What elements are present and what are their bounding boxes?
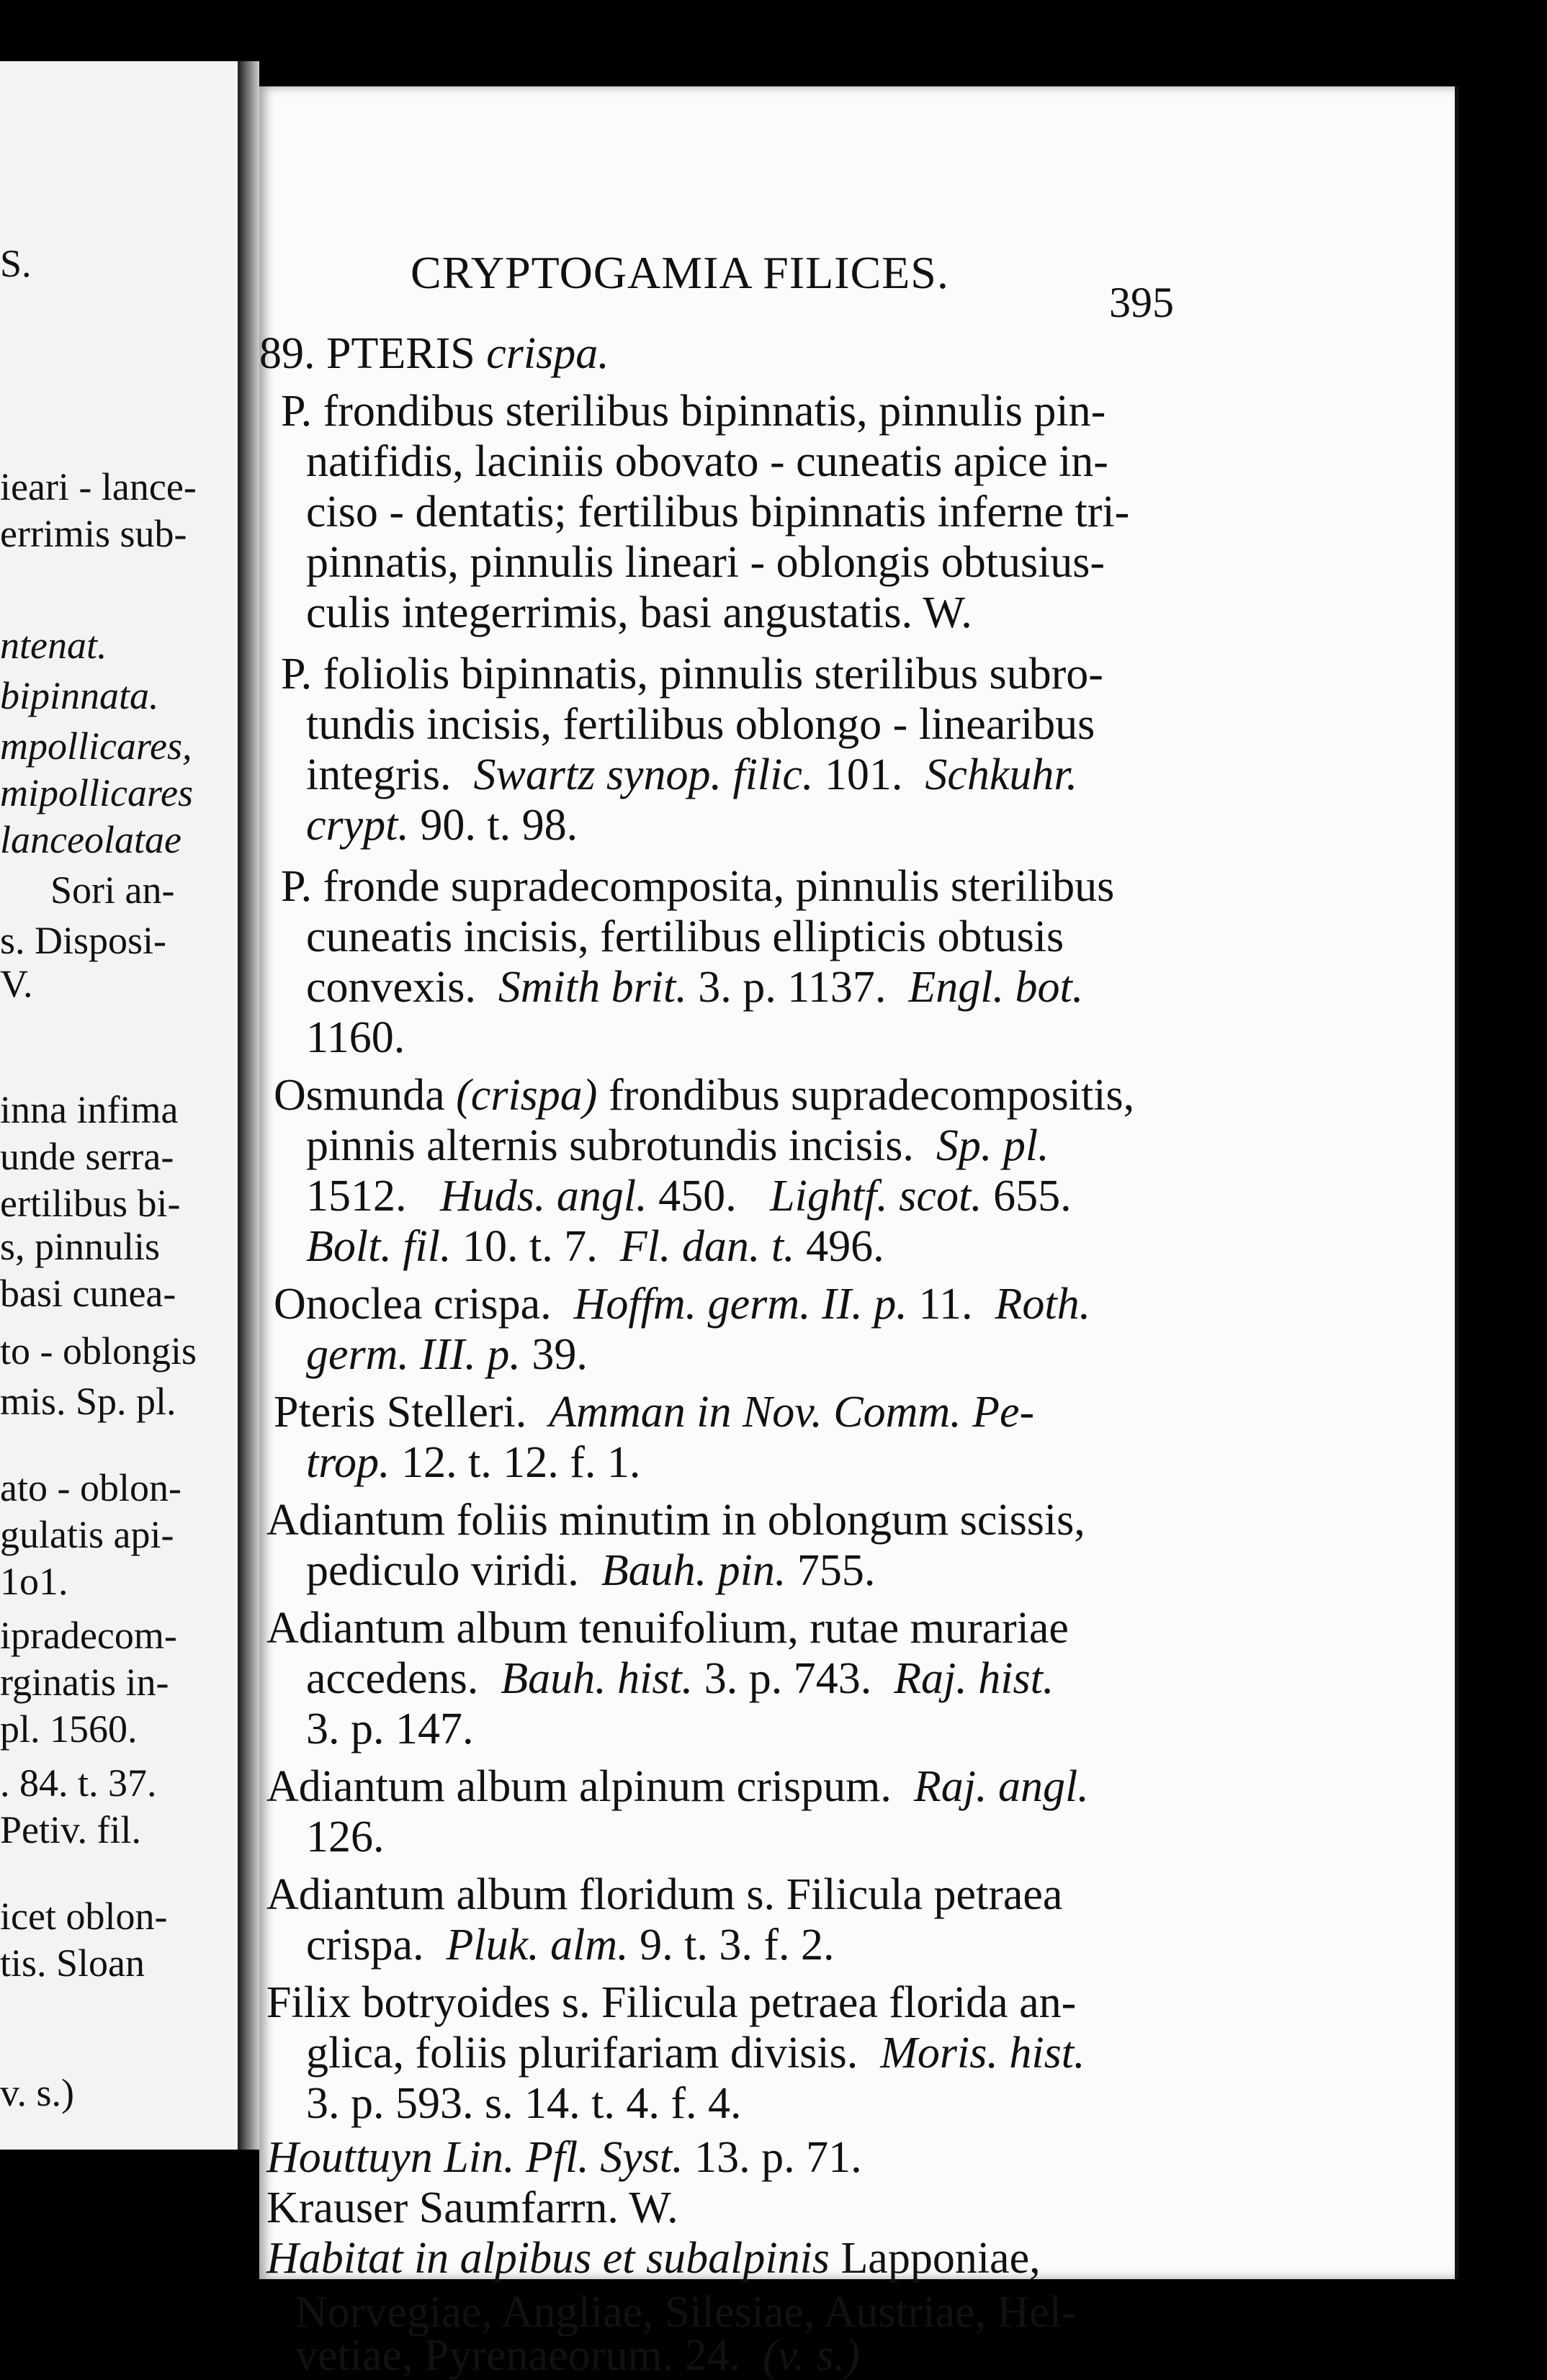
facing-page-line: mis. Sp. pl. bbox=[0, 1380, 176, 1423]
synonym-line: cuneatis incisis, fertilibus ellipticis obtusis bbox=[306, 912, 1064, 961]
synonym-line: Houttuyn Lin. Pfl. Syst. 13. p. 71. bbox=[266, 2133, 862, 2182]
citation: Sp. pl. bbox=[936, 1121, 1049, 1170]
facing-page-line: s. Disposi- bbox=[0, 919, 167, 962]
facing-page-line: mpollicares, bbox=[0, 724, 192, 768]
citation: Smith brit. bbox=[498, 963, 687, 1012]
synonym-line: integris. Swartz synop. filic. 101. Schkuhr. bbox=[306, 750, 1078, 799]
vernacular-name: Krauser Saumfarrn. W. bbox=[266, 2183, 678, 2232]
synonym-line: Bolt. fil. 10. t. 7. Fl. dan. t. 496. bbox=[306, 1222, 884, 1271]
synonym-line: Onoclea crispa. Hoffm. germ. II. p. 11. Roth. bbox=[274, 1280, 1091, 1329]
facing-page-line: ato - oblon- bbox=[0, 1466, 181, 1509]
habitat-line: vetiae, Pyrenaeorum. 24. (v. s.) bbox=[295, 2331, 860, 2380]
facing-page-line: S. bbox=[0, 242, 32, 285]
synonym-line: trop. 12. t. 12. f. 1. bbox=[306, 1438, 641, 1487]
citation: Amman in Nov. Comm. Pe- bbox=[549, 1388, 1035, 1437]
facing-page-line: v. s.) bbox=[0, 2071, 74, 2114]
synonym-line: crypt. 90. t. 98. bbox=[306, 801, 578, 850]
description-line: culis integerrimis, basi angustatis. W. bbox=[306, 588, 972, 637]
synonym-line: Adiantum album floridum s. Filicula petraea bbox=[266, 1870, 1063, 1919]
synonym-line: P. fronde supradecomposita, pinnulis sterilibus bbox=[281, 862, 1115, 911]
species-heading bbox=[259, 331, 609, 376]
facing-page-line: ertilibus bi- bbox=[0, 1182, 181, 1225]
running-header: CRYPTOGAMIA FILICES. bbox=[411, 247, 949, 298]
synonym-line: pinnis alternis subrotundis incisis. Sp. pl. bbox=[306, 1121, 1049, 1170]
facing-page-line: rginatis in- bbox=[0, 1661, 169, 1704]
facing-page-fragment bbox=[0, 61, 241, 2150]
synonym-line: Adiantum album alpinum crispum. Raj. angl. bbox=[266, 1762, 1089, 1811]
synonym-line: tundis incisis, fertilibus oblongo - linearibus bbox=[306, 700, 1095, 749]
facing-page-line: gulatis api- bbox=[0, 1513, 174, 1556]
synonym-line: Adiantum foliis minutim in oblongum scissis, bbox=[266, 1496, 1085, 1545]
facing-page-line: mipollicares bbox=[0, 771, 193, 814]
citation: Roth. bbox=[995, 1280, 1091, 1329]
habitat-line: Habitat in alpibus et subalpinis Lapponiae, bbox=[266, 2234, 1041, 2283]
description-line: pinnatis, pinnulis lineari - oblongis obtusius- bbox=[306, 538, 1106, 587]
synonym-line: Osmunda (crispa) frondibus supradecompositis, bbox=[274, 1071, 1135, 1120]
facing-page-line: 1o1. bbox=[0, 1560, 68, 1603]
citation: Bauh. hist. bbox=[501, 1654, 694, 1703]
facing-page-line: lanceolatae bbox=[0, 818, 181, 861]
citation: Fl. dan. t. bbox=[619, 1222, 795, 1271]
facing-page-line: ntenat. bbox=[0, 624, 107, 667]
facing-page-line: ipradecom- bbox=[0, 1614, 177, 1657]
facing-page-line: to - oblongis bbox=[0, 1329, 197, 1373]
page-number: 395 bbox=[1109, 279, 1174, 326]
citation: Bolt. fil. bbox=[306, 1222, 452, 1271]
facing-page-line: s, pinnulis bbox=[0, 1225, 161, 1268]
synonym-line: germ. III. p. 39. bbox=[306, 1330, 588, 1379]
facing-page-line: unde serra- bbox=[0, 1135, 174, 1178]
synonym-line: convexis. Smith brit. 3. p. 1137. Engl. bot. bbox=[306, 963, 1084, 1012]
facing-page-line: pl. 1560. bbox=[0, 1707, 138, 1751]
synonym-line: pediculo viridi. Bauh. pin. 755. bbox=[306, 1546, 876, 1595]
synonym-line: 3. p. 593. s. 14. t. 4. f. 4. bbox=[306, 2079, 742, 2128]
synonym-line: 126. bbox=[306, 1813, 385, 1862]
synonym-line: 3. p. 147. bbox=[306, 1705, 474, 1753]
citation: Raj. hist. bbox=[894, 1654, 1054, 1703]
synonym-line: 1512. Huds. angl. 450. Lightf. scot. 655. bbox=[306, 1172, 1072, 1221]
citation: Bauh. pin. bbox=[601, 1546, 786, 1595]
synonym-line: accedens. Bauh. hist. 3. p. 743. Raj. hist. bbox=[306, 1654, 1054, 1703]
facing-page-line: Sori an- bbox=[50, 868, 175, 912]
facing-page-line: inna infima bbox=[0, 1088, 179, 1131]
synonym-line: glica, foliis plurifariam divisis. Moris. hist. bbox=[306, 2029, 1085, 2078]
facing-page-line: Petiv. fil. bbox=[0, 1808, 141, 1851]
facing-page-line: tis. Sloan bbox=[0, 1941, 145, 1985]
facing-page-line: errimis sub- bbox=[0, 512, 187, 555]
description-line: natifidis, laciniis obovato - cuneatis apice in- bbox=[306, 437, 1108, 486]
citation: Moris. hist. bbox=[880, 2029, 1085, 2078]
citation: Raj. angl. bbox=[913, 1762, 1089, 1811]
citation: Houttuyn Lin. Pfl. Syst. bbox=[266, 2133, 683, 2182]
description-line: ciso - dentatis; fertilibus bipinnatis inferne tri- bbox=[306, 488, 1130, 536]
synonym-line: Adiantum album tenuifolium, rutae murariae bbox=[266, 1604, 1069, 1653]
habitat-line: Norvegiae, Angliae, Silesiae, Austriae, Hel- bbox=[295, 2288, 1077, 2337]
facing-page-line: basi cunea- bbox=[0, 1272, 176, 1315]
description-line: P. frondibus sterilibus bipinnatis, pinnulis pin- bbox=[281, 387, 1106, 436]
facing-page-line: bipinnata. bbox=[0, 674, 159, 717]
species-epithet: crispa. bbox=[486, 329, 609, 378]
synonym-line: Pteris Stelleri. Amman in Nov. Comm. Pe- bbox=[274, 1388, 1035, 1437]
species-number-genus: 89. PTERIS bbox=[259, 329, 475, 378]
citation: Engl. bot. bbox=[908, 963, 1084, 1012]
page-gutter bbox=[238, 61, 259, 2150]
citation: Pluk. alm. bbox=[446, 1921, 629, 1970]
citation: Huds. angl. bbox=[440, 1172, 647, 1221]
facing-page-line: . 84. t. 37. bbox=[0, 1761, 157, 1805]
synonym-line: P. foliolis bipinnatis, pinnulis sterilibus subro- bbox=[281, 650, 1103, 699]
citation: Swartz synop. filic. bbox=[473, 750, 814, 799]
citation: Schkuhr. bbox=[925, 750, 1078, 799]
citation: Lightf. scot. bbox=[770, 1172, 982, 1221]
synonym-line: 1160. bbox=[306, 1013, 405, 1062]
synonym-line: crispa. Pluk. alm. 9. t. 3. f. 2. bbox=[306, 1921, 835, 1970]
citation: Hoffm. germ. II. p. bbox=[573, 1280, 907, 1329]
facing-page-line: V. bbox=[0, 962, 33, 1005]
facing-page-line: icet oblon- bbox=[0, 1895, 168, 1938]
book-page bbox=[259, 86, 1459, 2283]
synonym-line: Filix botryoides s. Filicula petraea florida an- bbox=[266, 1978, 1077, 2027]
facing-page-line: ieari - lance- bbox=[0, 465, 197, 508]
